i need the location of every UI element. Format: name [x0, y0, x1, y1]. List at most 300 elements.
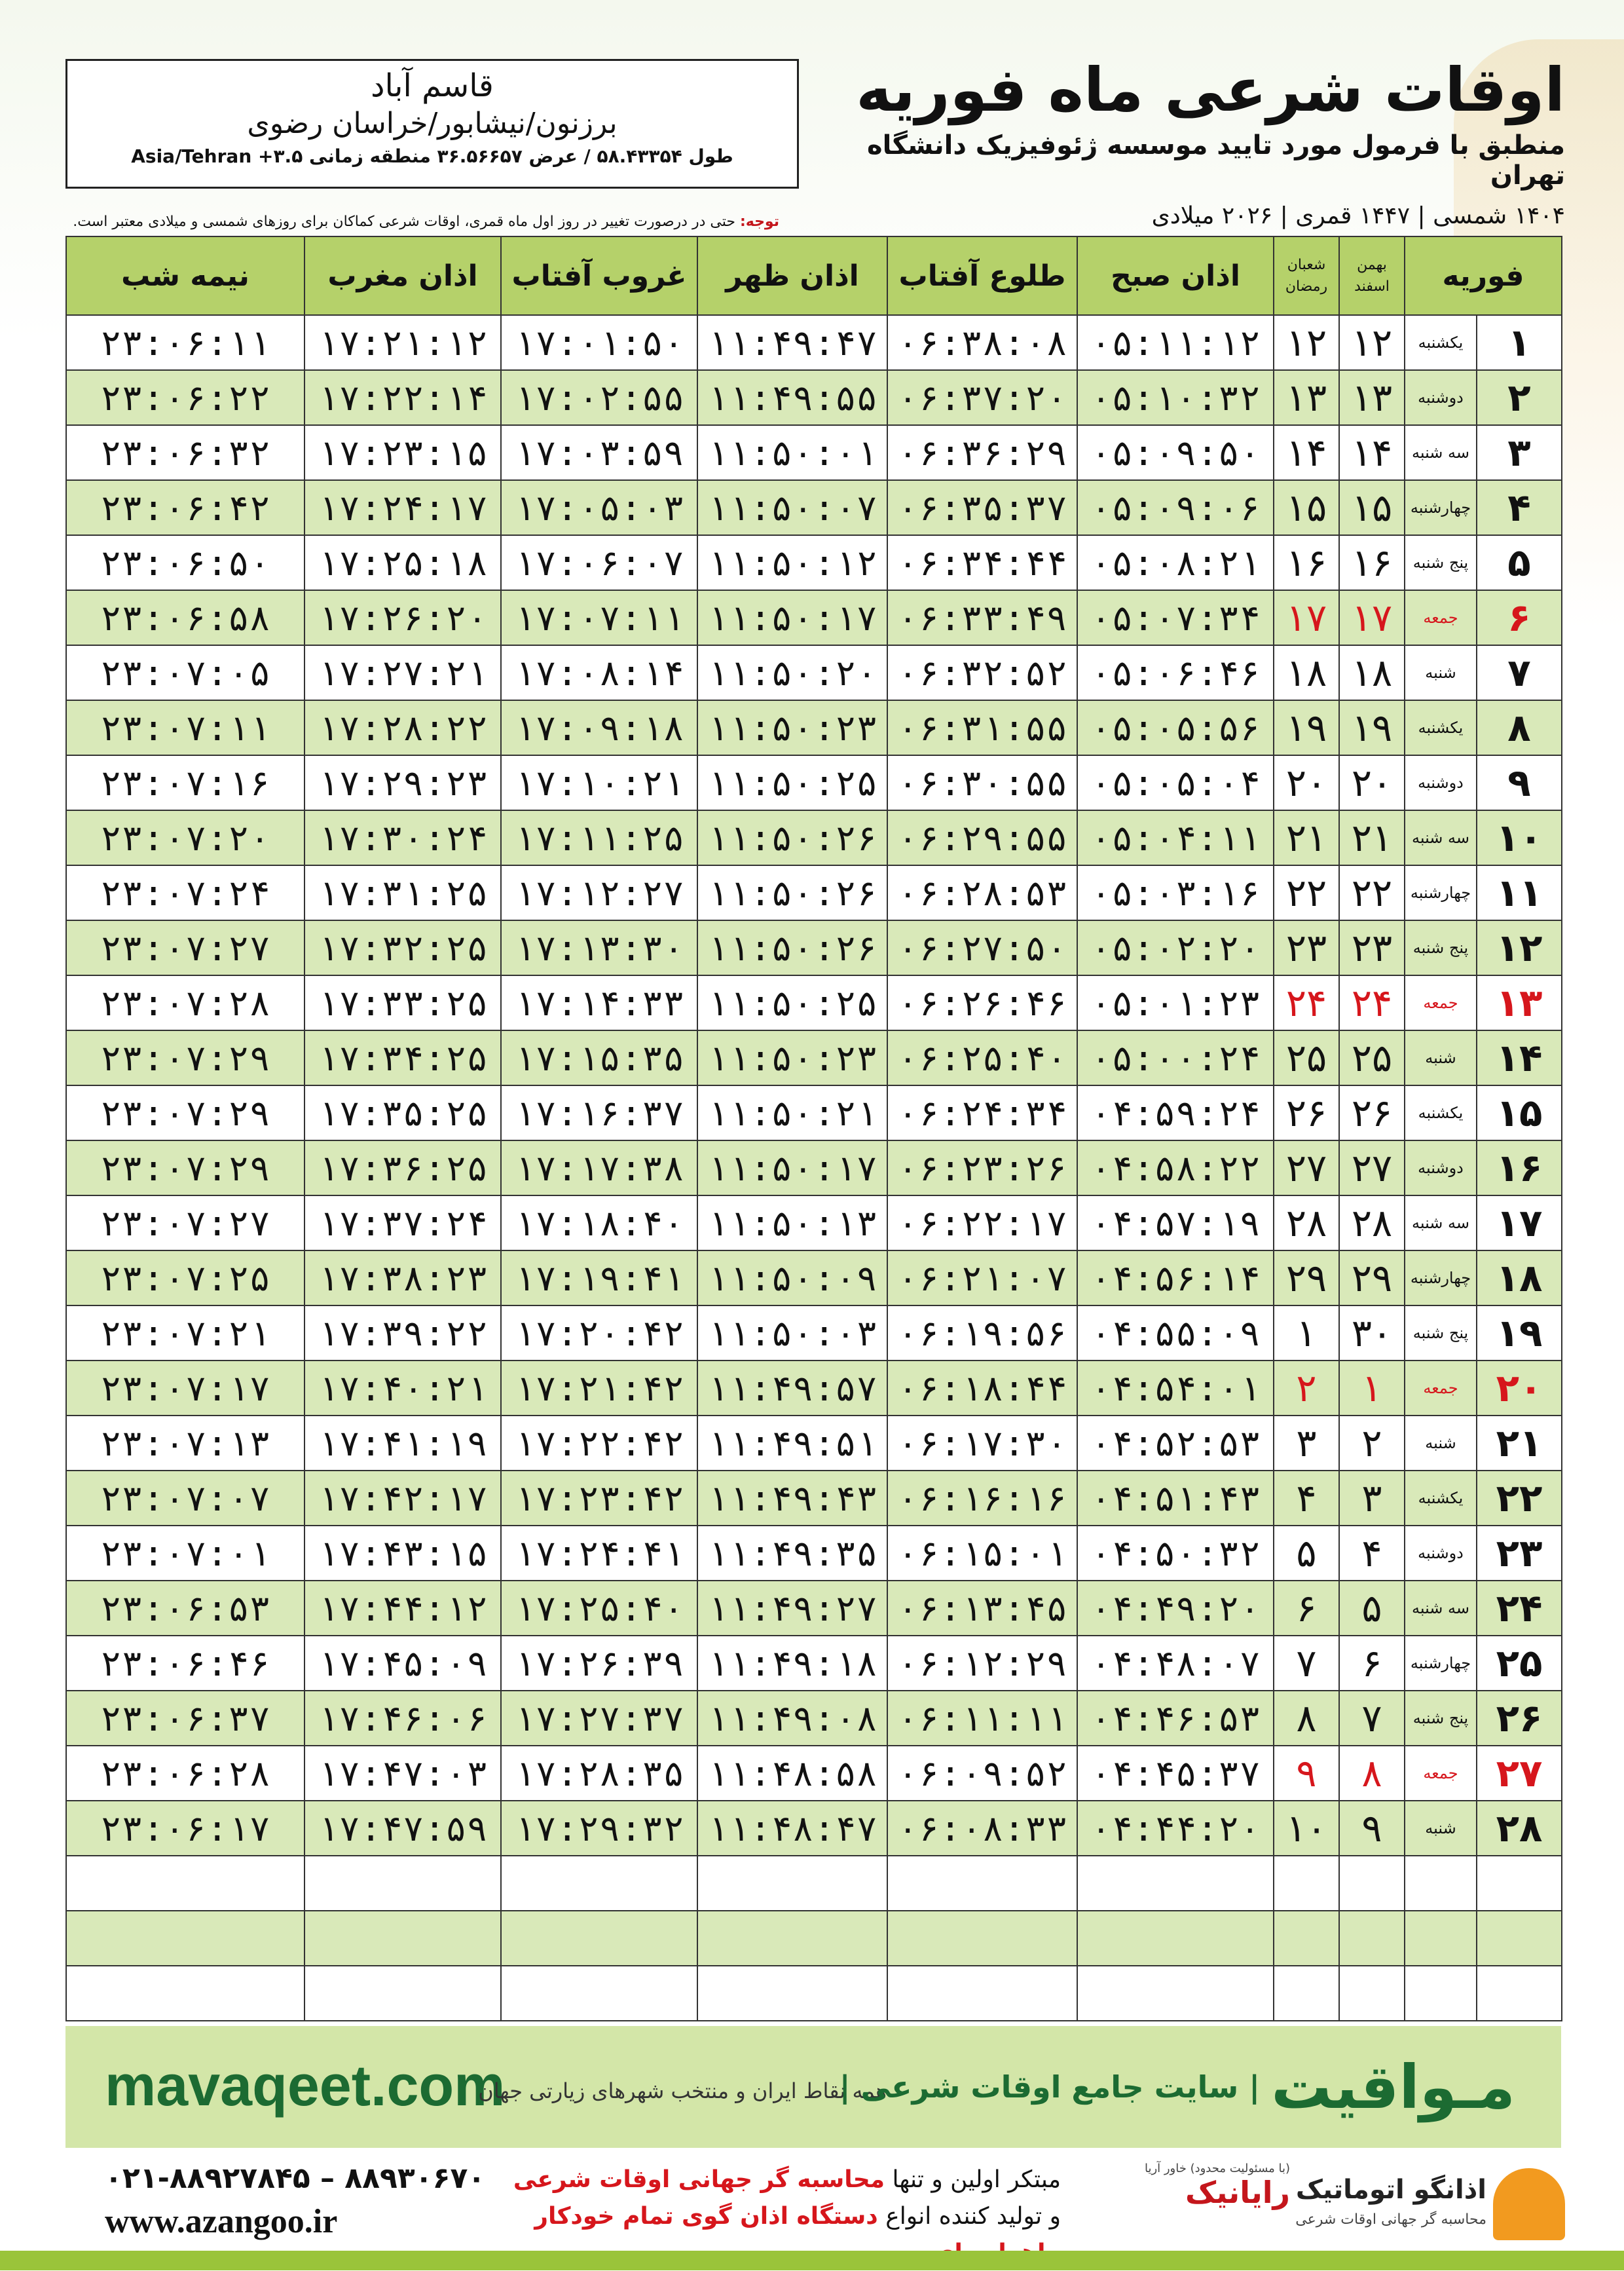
- weekday: یکشنبه: [1405, 315, 1477, 370]
- dhuhr-time: ۱۱:۴۹:۴۷: [697, 315, 887, 370]
- lunar-date: ۲۰: [1274, 755, 1339, 810]
- location-box: [65, 59, 799, 189]
- empty-cell: [1339, 1966, 1405, 2021]
- sunrise-time: ۰۶:۳۶:۲۹: [887, 425, 1077, 480]
- empty-cell: [697, 1911, 887, 1966]
- sunrise-time: ۰۶:۳۳:۴۹: [887, 590, 1077, 645]
- header-ramadan: رمضان: [1285, 278, 1328, 295]
- maghrib-time: ۱۷:۳۹:۲۲: [304, 1305, 501, 1361]
- empty-cell: [1274, 1856, 1339, 1911]
- empty-cell: [304, 1856, 501, 1911]
- empty-cell: [1274, 1911, 1339, 1966]
- table-row: [66, 1471, 1562, 1526]
- site-url[interactable]: mavaqeet.com: [105, 2053, 506, 2118]
- solar-date: ۸: [1339, 1746, 1405, 1801]
- day-number: ۱۴: [1477, 1030, 1562, 1085]
- header-shaban: شعبان: [1287, 257, 1326, 273]
- maghrib-time: ۱۷:۲۹:۲۳: [304, 755, 501, 810]
- sunset-time: ۱۷:۰۹:۱۸: [501, 700, 697, 755]
- maghrib-time: ۱۷:۳۰:۲۴: [304, 810, 501, 865]
- sunset-time: ۱۷:۱۱:۲۵: [501, 810, 697, 865]
- header-maghrib: اذان مغرب: [304, 236, 501, 315]
- empty-cell: [1477, 1856, 1562, 1911]
- maghrib-time: ۱۷:۴۷:۵۹: [304, 1801, 501, 1856]
- sunrise-time: ۰۶:۲۲:۱۷: [887, 1195, 1077, 1250]
- fajr-time: ۰۴:۵۰:۳۲: [1077, 1526, 1274, 1581]
- empty-cell: [1405, 1856, 1477, 1911]
- lunar-date: ۱۲: [1274, 315, 1339, 370]
- sunset-time: ۱۷:۱۲:۲۷: [501, 865, 697, 920]
- sunset-time: ۱۷:۲۴:۴۱: [501, 1526, 697, 1581]
- sunrise-time: ۰۶:۳۴:۴۴: [887, 535, 1077, 590]
- day-number: ۲۴: [1477, 1581, 1562, 1636]
- fajr-time: ۰۴:۴۸:۰۷: [1077, 1636, 1274, 1691]
- dhuhr-time: ۱۱:۴۸:۵۸: [697, 1746, 887, 1801]
- day-number: ۳: [1477, 425, 1562, 480]
- day-number: ۱۰: [1477, 810, 1562, 865]
- table-row: [66, 1581, 1562, 1636]
- sunrise-time: ۰۶:۰۸:۳۳: [887, 1801, 1077, 1856]
- solar-date: ۴: [1339, 1526, 1405, 1581]
- fajr-time: ۰۵:۰۰:۲۴: [1077, 1030, 1274, 1085]
- sunrise-time: ۰۶:۳۱:۵۵: [887, 700, 1077, 755]
- table-row: [66, 1416, 1562, 1471]
- table-row: [66, 1250, 1562, 1305]
- dhuhr-time: ۱۱:۵۰:۲۶: [697, 865, 887, 920]
- maghrib-time: ۱۷:۴۳:۱۵: [304, 1526, 501, 1581]
- sunset-time: ۱۷:۰۶:۰۷: [501, 535, 697, 590]
- midnight-time: ۲۳:۰۶:۵۳: [66, 1581, 304, 1636]
- banner-coverage: همه نقاط ایران و منتخب شهرهای زیارتی جهان: [478, 2078, 887, 2103]
- fajr-time: ۰۵:۰۵:۵۶: [1077, 700, 1274, 755]
- weekday: یکشنبه: [1405, 700, 1477, 755]
- weekday: سه شنبه: [1405, 1195, 1477, 1250]
- brand-logo-text: مـواقیت: [1271, 2052, 1515, 2122]
- fajr-time: ۰۴:۵۶:۱۴: [1077, 1250, 1274, 1305]
- day-number: ۲: [1477, 370, 1562, 425]
- empty-cell: [501, 1856, 697, 1911]
- empty-row: [66, 1911, 1562, 1966]
- empty-cell: [1405, 1911, 1477, 1966]
- sunset-time: ۱۷:۰۵:۰۳: [501, 480, 697, 535]
- midnight-time: ۲۳:۰۷:۱۱: [66, 700, 304, 755]
- lunar-date: ۱۴: [1274, 425, 1339, 480]
- fajr-time: ۰۴:۴۹:۲۰: [1077, 1581, 1274, 1636]
- fajr-time: ۰۵:۱۱:۱۲: [1077, 315, 1274, 370]
- solar-date: ۶: [1339, 1636, 1405, 1691]
- solar-date: ۲۶: [1339, 1085, 1405, 1140]
- fajr-time: ۰۵:۰۷:۳۴: [1077, 590, 1274, 645]
- fajr-time: ۰۴:۴۶:۵۳: [1077, 1691, 1274, 1746]
- note-label: توجه:: [739, 214, 779, 230]
- fajr-time: ۰۴:۵۵:۰۹: [1077, 1305, 1274, 1361]
- sunset-time: ۱۷:۲۵:۴۰: [501, 1581, 697, 1636]
- partner-logos: [1107, 2162, 1565, 2247]
- midnight-time: ۲۳:۰۷:۲۹: [66, 1030, 304, 1085]
- maghrib-time: ۱۷:۴۷:۰۳: [304, 1746, 501, 1801]
- empty-cell: [1077, 1966, 1274, 2021]
- empty-row: [66, 1856, 1562, 1911]
- maghrib-time: ۱۷:۲۲:۱۴: [304, 370, 501, 425]
- rayanik-logo-subtitle: (با مسئولیت محدود) خاور آریا: [1144, 2162, 1290, 2175]
- weekday: چهارشنبه: [1405, 1636, 1477, 1691]
- weekday: شنبه: [1405, 1801, 1477, 1856]
- lunar-date: ۱۰: [1274, 1801, 1339, 1856]
- empty-cell: [697, 1856, 887, 1911]
- midnight-time: ۲۳:۰۷:۲۹: [66, 1140, 304, 1195]
- empty-cell: [887, 1966, 1077, 2021]
- day-number: ۱۳: [1477, 975, 1562, 1030]
- maghrib-time: ۱۷:۲۳:۱۵: [304, 425, 501, 480]
- sunset-time: ۱۷:۲۲:۴۲: [501, 1416, 697, 1471]
- day-number: ۱۹: [1477, 1305, 1562, 1361]
- solar-date: ۱۹: [1339, 700, 1405, 755]
- table-row: [66, 1636, 1562, 1691]
- fajr-time: ۰۵:۰۵:۰۴: [1077, 755, 1274, 810]
- dhuhr-time: ۱۱:۵۰:۱۷: [697, 590, 887, 645]
- midnight-time: ۲۳:۰۷:۲۵: [66, 1250, 304, 1305]
- table-row: [66, 700, 1562, 755]
- sunset-time: ۱۷:۱۷:۳۸: [501, 1140, 697, 1195]
- dhuhr-time: ۱۱:۵۰:۲۵: [697, 755, 887, 810]
- note: [65, 214, 779, 230]
- table-row: [66, 315, 1562, 370]
- day-number: ۷: [1477, 645, 1562, 700]
- table-row: [66, 865, 1562, 920]
- sunrise-time: ۰۶:۳۰:۵۵: [887, 755, 1077, 810]
- sunrise-time: ۰۶:۳۲:۵۲: [887, 645, 1077, 700]
- solar-date: ۲۲: [1339, 865, 1405, 920]
- sunset-time: ۱۷:۱۶:۳۷: [501, 1085, 697, 1140]
- day-number: ۲۷: [1477, 1746, 1562, 1801]
- lunar-date: ۵: [1274, 1526, 1339, 1581]
- dhuhr-time: ۱۱:۵۰:۲۳: [697, 700, 887, 755]
- lunar-date: ۴: [1274, 1471, 1339, 1526]
- empty-cell: [66, 1856, 304, 1911]
- sunset-time: ۱۷:۰۸:۱۴: [501, 645, 697, 700]
- table-row: [66, 755, 1562, 810]
- header-month: فوریه: [1405, 236, 1562, 315]
- weekday: چهارشنبه: [1405, 1250, 1477, 1305]
- weekday: دوشنبه: [1405, 1526, 1477, 1581]
- empty-cell: [1339, 1856, 1405, 1911]
- day-number: ۱۲: [1477, 920, 1562, 975]
- day-number: ۱۱: [1477, 865, 1562, 920]
- phone-numbers: ۰۲۱-۸۸۹۲۷۸۴۵ – ۸۸۹۳۰۶۷۰: [105, 2162, 486, 2195]
- header-esfand: اسفند: [1354, 278, 1390, 295]
- table-row: [66, 975, 1562, 1030]
- sunrise-time: ۰۶:۳۸:۰۸: [887, 315, 1077, 370]
- sunrise-time: ۰۶:۱۳:۴۵: [887, 1581, 1077, 1636]
- maghrib-time: ۱۷:۳۲:۲۵: [304, 920, 501, 975]
- sunrise-time: ۰۶:۲۴:۳۴: [887, 1085, 1077, 1140]
- lunar-date: ۹: [1274, 1746, 1339, 1801]
- weekday: پنج شنبه: [1405, 535, 1477, 590]
- table-row: [66, 425, 1562, 480]
- table-row: [66, 1361, 1562, 1416]
- day-number: ۸: [1477, 700, 1562, 755]
- dhuhr-time: ۱۱:۴۹:۰۸: [697, 1691, 887, 1746]
- midnight-time: ۲۳:۰۷:۰۱: [66, 1526, 304, 1581]
- sunset-time: ۱۷:۰۱:۵۰: [501, 315, 697, 370]
- dhuhr-time: ۱۱:۵۰:۲۵: [697, 975, 887, 1030]
- dhuhr-time: ۱۱:۴۹:۱۸: [697, 1636, 887, 1691]
- day-number: ۹: [1477, 755, 1562, 810]
- maghrib-time: ۱۷:۲۷:۲۱: [304, 645, 501, 700]
- solar-date: ۲۷: [1339, 1140, 1405, 1195]
- table-row: [66, 645, 1562, 700]
- weekday: یکشنبه: [1405, 1471, 1477, 1526]
- empty-cell: [501, 1966, 697, 2021]
- table-header-row: [66, 236, 1562, 315]
- day-number: ۲۶: [1477, 1691, 1562, 1746]
- day-number: ۵: [1477, 535, 1562, 590]
- lunar-date: ۶: [1274, 1581, 1339, 1636]
- day-number: ۱: [1477, 315, 1562, 370]
- solar-date: ۱: [1339, 1361, 1405, 1416]
- lunar-date: ۱۵: [1274, 480, 1339, 535]
- maghrib-time: ۱۷:۳۱:۲۵: [304, 865, 501, 920]
- rayanik-logo-text: رایانیک: [1185, 2175, 1290, 2210]
- desc-line-1-highlight: محاسبه گر جهانی اوقات شرعی: [513, 2166, 885, 2193]
- midnight-time: ۲۳:۰۷:۱۷: [66, 1361, 304, 1416]
- day-number: ۱۶: [1477, 1140, 1562, 1195]
- solar-date: ۱۳: [1339, 370, 1405, 425]
- lunar-date: ۱: [1274, 1305, 1339, 1361]
- table-row: [66, 480, 1562, 535]
- sunrise-time: ۰۶:۲۷:۵۰: [887, 920, 1077, 975]
- table-row: [66, 370, 1562, 425]
- header-bahman: بهمن: [1357, 257, 1387, 273]
- weekday: سه شنبه: [1405, 1581, 1477, 1636]
- solar-date: ۱۵: [1339, 480, 1405, 535]
- page-title: اوقات شرعی ماه فوریه: [856, 55, 1565, 125]
- weekday: جمعه: [1405, 975, 1477, 1030]
- dhuhr-time: ۱۱:۴۹:۵۷: [697, 1361, 887, 1416]
- dhuhr-time: ۱۱:۵۰:۰۳: [697, 1305, 887, 1361]
- solar-date: ۲: [1339, 1416, 1405, 1471]
- maghrib-time: ۱۷:۳۶:۲۵: [304, 1140, 501, 1195]
- bottom-bar: [0, 2251, 1624, 2270]
- fajr-time: ۰۵:۰۶:۴۶: [1077, 645, 1274, 700]
- weekday: دوشنبه: [1405, 755, 1477, 810]
- midnight-time: ۲۳:۰۷:۲۴: [66, 865, 304, 920]
- solar-date: ۳۰: [1339, 1305, 1405, 1361]
- weekday: شنبه: [1405, 1030, 1477, 1085]
- lunar-date: ۲۱: [1274, 810, 1339, 865]
- fajr-time: ۰۵:۰۴:۱۱: [1077, 810, 1274, 865]
- table-row: [66, 1305, 1562, 1361]
- azangoo-url[interactable]: www.azangoo.ir: [105, 2203, 338, 2240]
- midnight-time: ۲۳:۰۶:۲۸: [66, 1746, 304, 1801]
- sunrise-time: ۰۶:۱۵:۰۱: [887, 1526, 1077, 1581]
- table-row: [66, 1195, 1562, 1250]
- sunset-time: ۱۷:۲۱:۴۲: [501, 1361, 697, 1416]
- sunset-time: ۱۷:۲۹:۳۲: [501, 1801, 697, 1856]
- midnight-time: ۲۳:۰۶:۴۶: [66, 1636, 304, 1691]
- maghrib-time: ۱۷:۴۲:۱۷: [304, 1471, 501, 1526]
- weekday: سه شنبه: [1405, 425, 1477, 480]
- day-number: ۲۲: [1477, 1471, 1562, 1526]
- weekday: پنج شنبه: [1405, 1691, 1477, 1746]
- midnight-time: ۲۳:۰۷:۲۸: [66, 975, 304, 1030]
- maghrib-time: ۱۷:۴۴:۱۲: [304, 1581, 501, 1636]
- solar-date: ۷: [1339, 1691, 1405, 1746]
- midnight-time: ۲۳:۰۷:۱۳: [66, 1416, 304, 1471]
- note-text: حتی در درصورت تغییر در روز اول ماه قمری، اوقات شرعی کماکان برای روزهای شمسی و میلادی معتبر است.: [73, 214, 735, 230]
- maghrib-time: ۱۷:۳۸:۲۳: [304, 1250, 501, 1305]
- fajr-time: ۰۴:۴۵:۳۷: [1077, 1746, 1274, 1801]
- midnight-time: ۲۳:۰۷:۲۷: [66, 920, 304, 975]
- fajr-time: ۰۵:۰۸:۲۱: [1077, 535, 1274, 590]
- footer-banner: [65, 2026, 1561, 2148]
- sunset-time: ۱۷:۱۵:۳۵: [501, 1030, 697, 1085]
- sunset-time: ۱۷:۲۶:۳۹: [501, 1636, 697, 1691]
- azangoo-logo-icon: [1493, 2168, 1565, 2240]
- sunset-time: ۱۷:۱۹:۴۱: [501, 1250, 697, 1305]
- empty-cell: [66, 1911, 304, 1966]
- weekday: چهارشنبه: [1405, 865, 1477, 920]
- empty-cell: [1405, 1966, 1477, 2021]
- dhuhr-time: ۱۱:۵۰:۱۷: [697, 1140, 887, 1195]
- sunset-time: ۱۷:۰۷:۱۱: [501, 590, 697, 645]
- azangoo-logo-subtitle: محاسبه گر جهانی اوقات شرعی: [1295, 2211, 1486, 2228]
- lunar-date: ۲۶: [1274, 1085, 1339, 1140]
- table-row: [66, 1140, 1562, 1195]
- day-number: ۱۵: [1477, 1085, 1562, 1140]
- midnight-time: ۲۳:۰۶:۱۷: [66, 1801, 304, 1856]
- dhuhr-time: ۱۱:۵۰:۰۷: [697, 480, 887, 535]
- maghrib-time: ۱۷:۲۶:۲۰: [304, 590, 501, 645]
- sunrise-time: ۰۶:۲۱:۰۷: [887, 1250, 1077, 1305]
- table-row: [66, 1691, 1562, 1746]
- calendar-years: ۱۴۰۴ شمسی | ۱۴۴۷ قمری | ۲۰۲۶ میلادی: [1151, 202, 1565, 229]
- solar-date: ۱۷: [1339, 590, 1405, 645]
- sunset-time: ۱۷:۲۷:۳۷: [501, 1691, 697, 1746]
- dhuhr-time: ۱۱:۵۰:۲۰: [697, 645, 887, 700]
- lunar-date: ۱۹: [1274, 700, 1339, 755]
- fajr-time: ۰۴:۵۲:۵۳: [1077, 1416, 1274, 1471]
- maghrib-time: ۱۷:۲۵:۱۸: [304, 535, 501, 590]
- lunar-date: ۱۷: [1274, 590, 1339, 645]
- maghrib-time: ۱۷:۳۴:۲۵: [304, 1030, 501, 1085]
- table-row: [66, 590, 1562, 645]
- solar-date: ۳: [1339, 1471, 1405, 1526]
- midnight-time: ۲۳:۰۷:۱۶: [66, 755, 304, 810]
- fajr-time: ۰۵:۰۱:۲۳: [1077, 975, 1274, 1030]
- table-row: [66, 1030, 1562, 1085]
- maghrib-time: ۱۷:۳۷:۲۴: [304, 1195, 501, 1250]
- header-sunset: غروب آفتاب: [501, 236, 697, 315]
- sunrise-time: ۰۶:۲۸:۵۳: [887, 865, 1077, 920]
- lunar-date: ۲۹: [1274, 1250, 1339, 1305]
- dhuhr-time: ۱۱:۵۰:۲۱: [697, 1085, 887, 1140]
- fajr-time: ۰۴:۵۹:۲۴: [1077, 1085, 1274, 1140]
- lunar-date: ۱۶: [1274, 535, 1339, 590]
- header-lunar-months: [1274, 236, 1339, 315]
- lunar-date: ۳: [1274, 1416, 1339, 1471]
- location-region: برزنون/نیشابور/خراسان رضوی: [247, 107, 618, 140]
- weekday: یکشنبه: [1405, 1085, 1477, 1140]
- solar-date: ۱۴: [1339, 425, 1405, 480]
- lunar-date: ۱۸: [1274, 645, 1339, 700]
- empty-cell: [66, 1966, 304, 2021]
- dhuhr-time: ۱۱:۵۰:۲۶: [697, 810, 887, 865]
- midnight-time: ۲۳:۰۶:۳۷: [66, 1691, 304, 1746]
- lunar-date: ۲۳: [1274, 920, 1339, 975]
- solar-date: ۲۵: [1339, 1030, 1405, 1085]
- day-number: ۱۷: [1477, 1195, 1562, 1250]
- empty-cell: [887, 1911, 1077, 1966]
- lunar-date: ۲۷: [1274, 1140, 1339, 1195]
- prayer-times-table: [65, 236, 1562, 2021]
- day-number: ۲۰: [1477, 1361, 1562, 1416]
- sunset-time: ۱۷:۲۰:۴۲: [501, 1305, 697, 1361]
- maghrib-time: ۱۷:۴۵:۰۹: [304, 1636, 501, 1691]
- sunrise-time: ۰۶:۱۷:۳۰: [887, 1416, 1077, 1471]
- sunrise-time: ۰۶:۲۳:۲۶: [887, 1140, 1077, 1195]
- location-city: قاسم آباد: [371, 67, 494, 104]
- weekday: پنج شنبه: [1405, 920, 1477, 975]
- day-number: ۲۳: [1477, 1526, 1562, 1581]
- dhuhr-time: ۱۱:۴۹:۲۷: [697, 1581, 887, 1636]
- solar-date: ۲۳: [1339, 920, 1405, 975]
- solar-date: ۹: [1339, 1801, 1405, 1856]
- empty-cell: [887, 1856, 1077, 1911]
- empty-cell: [697, 1966, 887, 2021]
- fajr-time: ۰۵:۰۹:۵۰: [1077, 425, 1274, 480]
- day-number: ۴: [1477, 480, 1562, 535]
- sunset-time: ۱۷:۱۸:۴۰: [501, 1195, 697, 1250]
- weekday: پنج شنبه: [1405, 1305, 1477, 1361]
- page-subtitle: منطبق با فرمول مورد تایید موسسه ژئوفیزیک دانشگاه تهران: [867, 130, 1565, 191]
- desc-line-2-highlight: دستگاه اذان گوی تمام خودکار: [534, 2202, 878, 2230]
- table-row: [66, 535, 1562, 590]
- lunar-date: ۷: [1274, 1636, 1339, 1691]
- fajr-time: ۰۵:۰۲:۲۰: [1077, 920, 1274, 975]
- midnight-time: ۲۳:۰۷:۲۷: [66, 1195, 304, 1250]
- sunrise-time: ۰۶:۳۵:۳۷: [887, 480, 1077, 535]
- midnight-time: ۲۳:۰۶:۵۸: [66, 590, 304, 645]
- fajr-time: ۰۴:۵۱:۴۳: [1077, 1471, 1274, 1526]
- solar-date: ۲۴: [1339, 975, 1405, 1030]
- header-fajr: اذان صبح: [1077, 236, 1274, 315]
- table-row: [66, 1746, 1562, 1801]
- table-row: [66, 810, 1562, 865]
- dhuhr-time: ۱۱:۴۸:۴۷: [697, 1801, 887, 1856]
- desc-line-2-text: و تولید کننده انواع: [877, 2202, 1061, 2230]
- dhuhr-time: ۱۱:۵۰:۱۲: [697, 535, 887, 590]
- lunar-date: ۸: [1274, 1691, 1339, 1746]
- midnight-time: ۲۳:۰۷:۰۷: [66, 1471, 304, 1526]
- sunrise-time: ۰۶:۰۹:۵۲: [887, 1746, 1077, 1801]
- empty-cell: [1339, 1911, 1405, 1966]
- sunrise-time: ۰۶:۱۹:۵۶: [887, 1305, 1077, 1361]
- empty-cell: [1077, 1856, 1274, 1911]
- sunrise-time: ۰۶:۲۹:۵۵: [887, 810, 1077, 865]
- sunrise-time: ۰۶:۲۶:۴۶: [887, 975, 1077, 1030]
- lunar-date: ۲۸: [1274, 1195, 1339, 1250]
- day-number: ۱۸: [1477, 1250, 1562, 1305]
- sunset-time: ۱۷:۲۳:۴۲: [501, 1471, 697, 1526]
- sunrise-time: ۰۶:۱۶:۱۶: [887, 1471, 1077, 1526]
- maghrib-time: ۱۷:۲۴:۱۷: [304, 480, 501, 535]
- sunrise-time: ۰۶:۲۵:۴۰: [887, 1030, 1077, 1085]
- dhuhr-time: ۱۱:۴۹:۵۵: [697, 370, 887, 425]
- weekday: جمعه: [1405, 1361, 1477, 1416]
- fajr-time: ۰۴:۵۴:۰۱: [1077, 1361, 1274, 1416]
- desc-line-1: [498, 2162, 1061, 2198]
